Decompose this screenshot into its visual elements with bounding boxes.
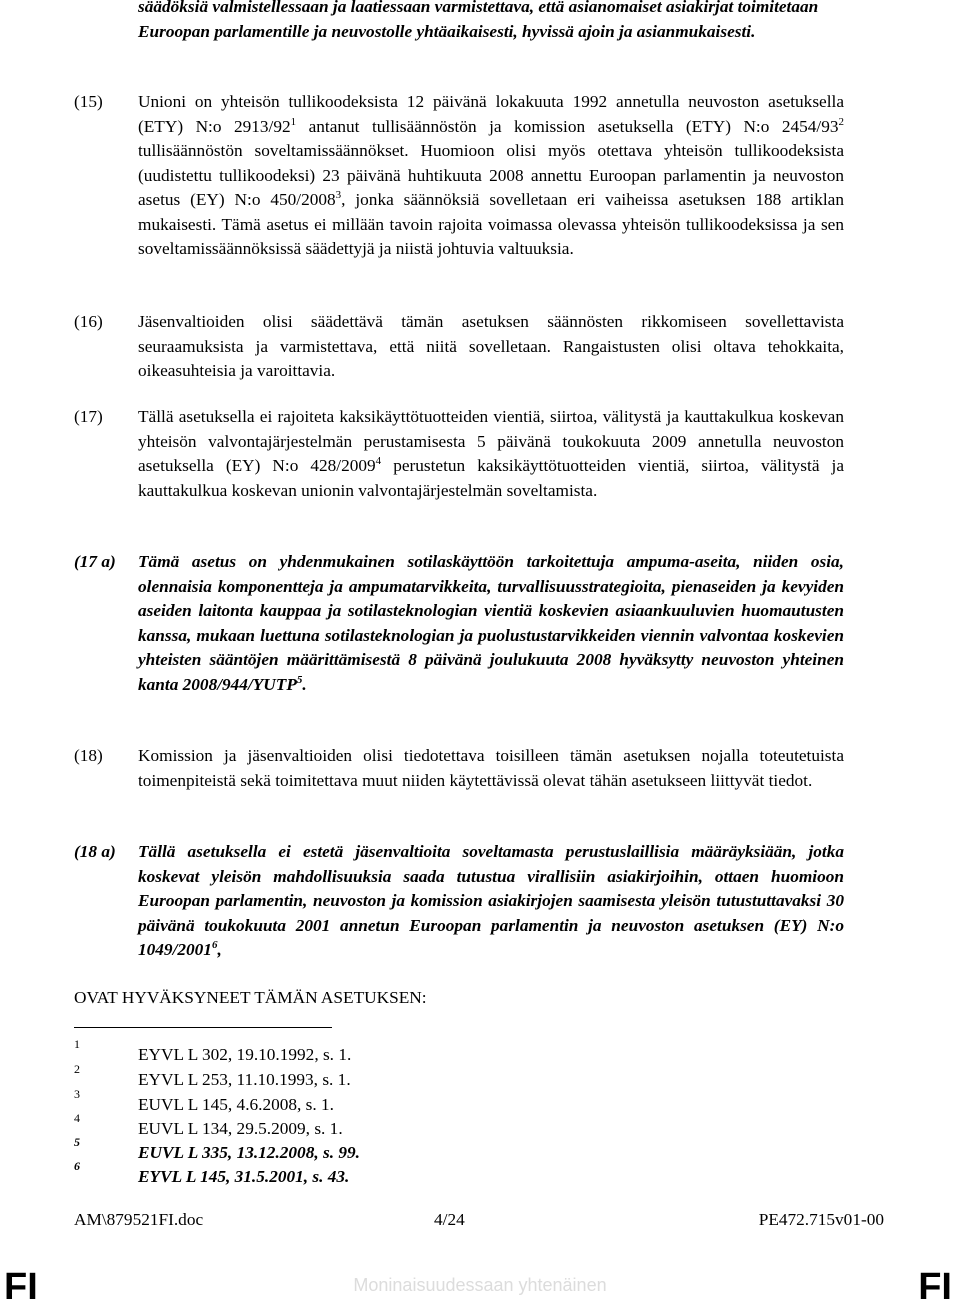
footnote-number: 2 <box>74 1062 80 1076</box>
footnote-text: EUVL L 145, 4.6.2008, s. 1. <box>138 1095 334 1114</box>
footnote-ref[interactable]: 1 <box>290 115 297 128</box>
footnote-ref[interactable]: 6 <box>211 939 218 951</box>
footnote-text: EUVL L 335, 13.12.2008, s. 99. <box>138 1143 360 1162</box>
recital-16 <box>74 310 844 384</box>
recital-text: Tämä asetus on yhdenmukainen sotilaskäyttöön tarkoitettuja ampuma-aseita, niiden osia, olennaisia komponentteja ja ampumatarvikkeita, turvallisuusstrategioita, pienaseiden ja kevyiden aseiden laitonta kauppaa ja sotilasteknologian vientiä koskevien asiaankuuluvien huomautusten kanssa, mukaan luettuna sotilasteknologian ja puolustustarvikkeiden viennin valvontaa koskevien yhteisten sääntöjen määrittämisestä 8 päivänä joulukuuta 2008 hyväksytty neuvoston yhteinen kanta 2008/944/YUTP$^5$. <box>138 552 844 694</box>
recital-text: Tällä asetuksella ei rajoiteta kaksikäyttötuotteiden vientiä, siirtoa, välitystä ja kauttakulkua koskevan yhteisön valvontajärjestelmän perustamisesta 5 päivänä toukokuuta 2009 annetulla neuvoston asetuksella (EY) N:o 428/2009$^4$ perustetun kaksikäyttötuotteiden vientiä, siirtoa, välitystä ja kauttakulkua koskevan unionin valvontajärjestelmän soveltamista. <box>138 407 845 500</box>
recital-text: Unioni on yhteisön tullikoodeksista 12 päivänä lokakuuta 1992 annetulla neuvoston asetuksella (ETY) N:o $2913/92^1$ antanut tullisäännöstön ja komission asetuksella (ETY) N:o $2454/93^2$ tullisäännöstön soveltamissäännökset. Huomioon olisi myös otettava yhteisön tullikoodeksista (uudistettu tullikoodeksi) 23 päivänä huhtikuuta 2008 annettu Euroopan parlamentin ja neuvoston asetus (EY) N:o 450/2008$^3$, jonka säännöksiä sovelletaan eri vaiheissa asetuksen 188 artiklan mukaisesti. Tämä asetus ei millään tavoin rajoita voimassa olevassa yhteisön tullikoodeksissa ja sen soveltamissäännöksissä säädettyjä ja niistä johtuvia valtuuksia. <box>138 92 844 258</box>
footnote-number: 3 <box>74 1087 80 1101</box>
footnote-ref[interactable]: 5 <box>296 673 303 686</box>
recital-17a <box>74 550 844 697</box>
footnote <box>74 1062 574 1092</box>
footnote-text: EYVL L 302, 19.10.1992, s. 1. <box>138 1045 352 1064</box>
recital-number: (16) <box>74 312 103 331</box>
footnote-separator <box>74 1027 332 1028</box>
footnote <box>74 1111 574 1141</box>
recital-text: Tällä asetuksella ei estetä jäsenvaltioita soveltamasta perustuslaillisia määräyksiään, jotka koskevat yleisön mahdollisuuksia saada tutustua virallisiin asiakirjoihin, ottaen huomioon Euroopan parlamentin, neuvoston ja komission asiakirjojen saamisesta yleisön tutustuttavaksi 30 päivänä toukokuuta 2001 annetun Euroopan parlamentin ja neuvoston asetuksen (EY) N:o 1049/2001$^6$, <box>138 842 844 959</box>
footnote <box>74 1159 574 1189</box>
recital-number: (18) <box>74 746 103 765</box>
footnote <box>74 1087 574 1117</box>
recital-number: (17) <box>74 407 103 426</box>
language-code-right: FI <box>918 1266 952 1308</box>
footnote-text: EYVL L 253, 11.10.1993, s. 1. <box>138 1070 351 1089</box>
footnote-text: EYVL L 145, 31.5.2001, s. 43. <box>138 1167 350 1186</box>
language-code-left: FI <box>4 1266 38 1308</box>
recital-18 <box>74 744 844 793</box>
footnote-number: 4 <box>74 1111 80 1125</box>
footnote-number: 6 <box>74 1159 80 1173</box>
document-reference: AM\879521FI.doc <box>74 1210 204 1229</box>
footnote-number: 5 <box>74 1135 80 1149</box>
recital-15 <box>74 90 844 262</box>
footnote-text: EUVL L 134, 29.5.2009, s. 1. <box>138 1119 343 1138</box>
page-number: 4/24 <box>434 1210 465 1229</box>
recital-number: (15) <box>74 92 103 111</box>
recital-18a <box>74 840 844 963</box>
recital-number: (18 a) <box>74 842 116 861</box>
footnote-ref[interactable]: 2 <box>838 115 844 128</box>
recital-17 <box>74 405 844 503</box>
footnote-ref[interactable]: 3 <box>335 189 342 201</box>
motto-watermark: Moninaisuudessaan yhtenäinen <box>353 1275 607 1295</box>
continued-paragraph: säädöksiä valmistellessaan ja laatiessaan varmistettava, että asianomaiset asiakirjat toimitetaan Euroopan parlamentille ja neuvostolle yhtäaikaisesti, hyvissä ajoin ja asianmukaisesti. <box>138 0 819 41</box>
footnote-ref[interactable]: 4 <box>375 455 382 467</box>
enacting-formula: OVAT HYVÄKSYNEET TÄMÄN ASETUKSEN: <box>74 988 427 1007</box>
pe-reference: PE472.715v01-00 <box>758 1210 884 1229</box>
recital-number: (17 a) <box>74 552 116 571</box>
footnote-number: 1 <box>74 1037 80 1051</box>
footnote <box>74 1037 574 1067</box>
recital-text: Komission ja jäsenvaltioiden olisi tiedotettava toisilleen tämän asetuksen nojalla toteutetuista toimenpiteistä sekä toimitettava muut niiden käytettävissä olevat tähän asetukseen liittyvät tiedot. <box>138 746 844 790</box>
recital-text: Jäsenvaltioiden olisi säädettävä tämän asetuksen säännösten rikkomiseen sovellettavista seuraamuksista ja varmistettava, että niitä sovelletaan. Rangaistusten olisi oltava tehokkaita, oikeasuhteisia ja varoittavia. <box>138 312 844 380</box>
footnote <box>74 1135 574 1165</box>
